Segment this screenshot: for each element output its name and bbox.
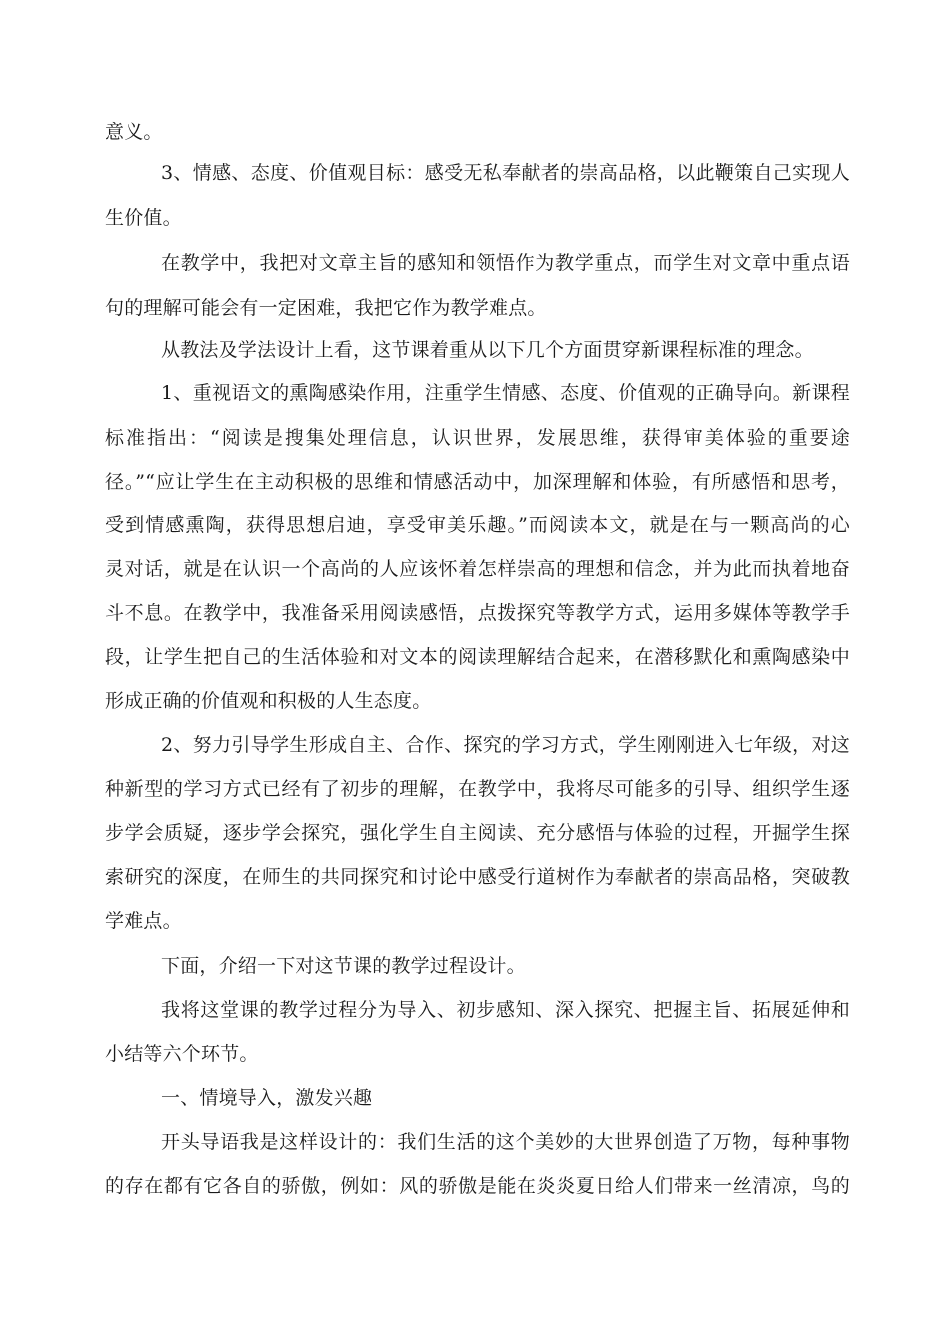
text-line: 下面，介绍一下对这节课的教学过程设计。 [161, 955, 526, 977]
text-line: 小结等六个环节。 [105, 1043, 259, 1065]
text-line: 3、情感、态度、价值观目标：感受无私奉献者的崇高品格，以此鞭策自己实现人 [161, 162, 850, 184]
text-line: 在教学中，我把对文章主旨的感知和领悟作为教学重点，而学生对文章中重点语 [161, 252, 850, 274]
text-line: 从教法及学法设计上看，这节课着重从以下几个方面贯穿新课程标准的理念。 [161, 339, 814, 361]
text-line: 生价值。 [105, 207, 182, 229]
text-line: 句的理解可能会有一定困难，我把它作为教学难点。 [105, 297, 547, 319]
text-line: 索研究的深度，在师生的共同探究和讨论中感受行道树作为奉献者的崇高品格，突破教 [105, 866, 850, 888]
text-line: 种新型的学习方式已经有了初步的理解，在教学中，我将尽可能多的引导、组织学生逐 [105, 778, 850, 800]
text-line: 标准指出：“阅读是搜集处理信息，认识世界，发展思维，获得审美体验的重要途 [105, 427, 850, 449]
text-line: 2、努力引导学生形成自主、合作、探究的学习方式，学生刚刚进入七年级，对这 [161, 734, 850, 756]
text-line: 斗不息。在教学中，我准备采用阅读感悟，点拨探究等教学方式，运用多媒体等教学手 [105, 602, 850, 624]
text-line: 学难点。 [105, 910, 182, 932]
text-line: 我将这堂课的教学过程分为导入、初步感知、深入探究、把握主旨、拓展延伸和 [161, 999, 850, 1021]
text-line: 1、重视语文的熏陶感染作用，注重学生情感、态度、价值观的正确导向。新课程 [161, 382, 850, 404]
section-heading: 一、情境导入，激发兴趣 [161, 1087, 373, 1109]
text-line: 段，让学生把自己的生活体验和对文本的阅读理解结合起来，在潜移默化和熏陶感染中 [105, 646, 850, 668]
text-line: 的存在都有它各自的骄傲，例如：风的骄傲是能在炎炎夏日给人们带来一丝清凉，鸟的 [105, 1175, 850, 1197]
text-line: 受到情感熏陶，获得思想启迪，享受审美乐趣。”而阅读本文，就是在与一颗高尚的心 [105, 514, 850, 536]
text-line: 灵对话，就是在认识一个高尚的人应该怀着怎样崇高的理想和信念，并为此而执着地奋 [105, 558, 850, 580]
text-line: 开头导语我是这样设计的：我们生活的这个美妙的大世界创造了万物，每种事物 [161, 1131, 850, 1153]
text-line: 步学会质疑，逐步学会探究，强化学生自主阅读、充分感悟与体验的过程，开掘学生探 [105, 822, 850, 844]
text-line: 形成正确的价值观和积极的人生态度。 [105, 690, 432, 712]
text-line: 意义。 [105, 121, 163, 143]
text-line: 径。”“应让学生在主动积极的思维和情感活动中，加深理解和体验，有所感悟和思考， [105, 471, 850, 493]
